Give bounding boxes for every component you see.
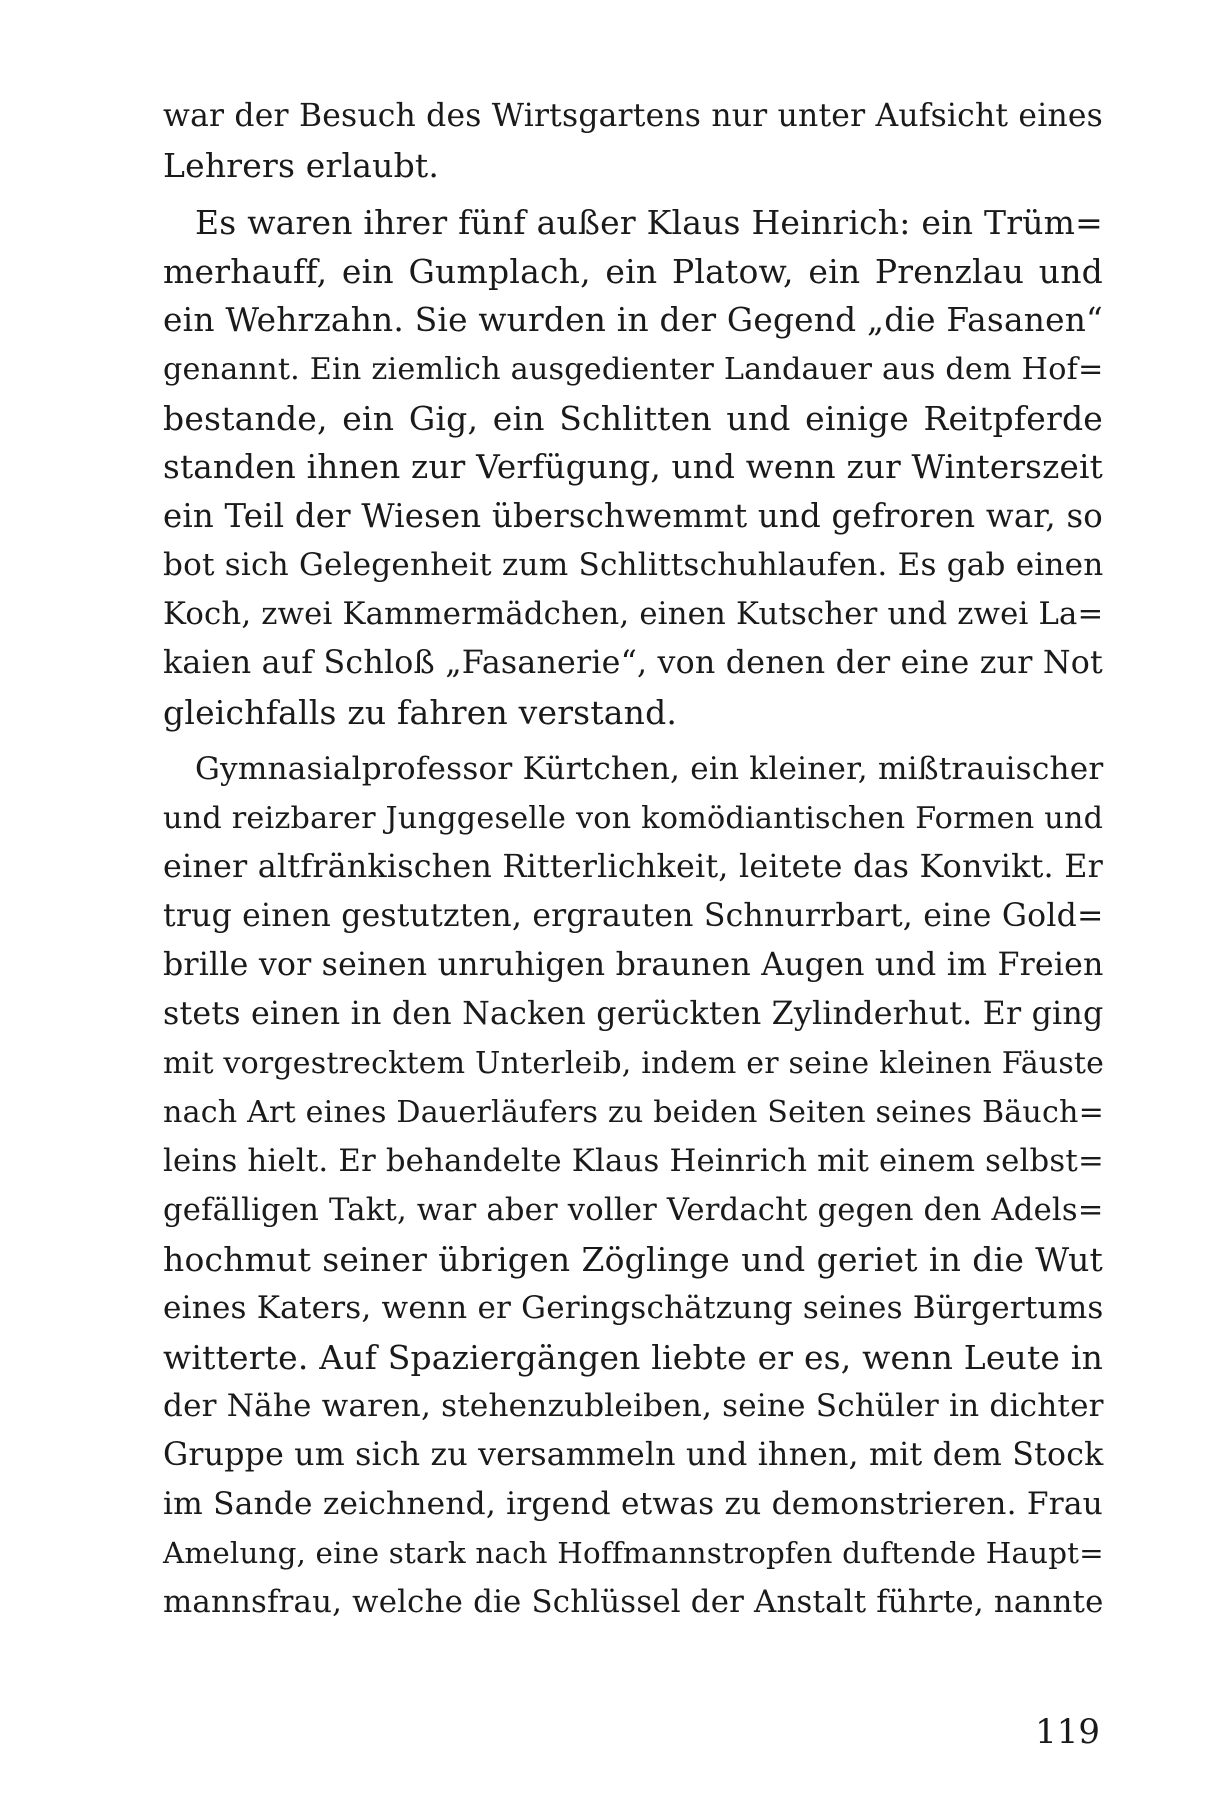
text-line: einer altfränkischen Ritterlichkeit, leitete das Konvikt. Er — [163, 849, 1103, 885]
paragraph-2 — [163, 198, 1103, 737]
text-line: Amelung, eine stark nach Hoffmannstropfen duftende Haupt= — [163, 1536, 1104, 1570]
text-line: Gruppe um sich zu versammeln und ihnen, mit dem Stock — [163, 1437, 1104, 1473]
text-line: standen ihnen zur Verfügung, und wenn zur Winterszeit — [163, 448, 1103, 486]
text-line: mannsfrau, welche die Schlüssel der Anstalt führte, nannte — [163, 1584, 1104, 1620]
paragraph-3 — [163, 745, 1103, 1627]
text-line: im Sande zeichnend, irgend etwas zu demonstrieren. Frau — [163, 1486, 1103, 1522]
text-line: bot sich Gelegenheit zum Schlittschuhlaufen. Es gab einen — [163, 547, 1104, 583]
text-line: kaien auf Schloß „Fasanerie“, von denen der eine zur Not — [163, 645, 1103, 681]
text-line: Es waren ihrer fünf außer Klaus Heinrich: ein Trüm= — [195, 203, 1103, 242]
text-line: Koch, zwei Kammermädchen, einen Kutscher und zwei La= — [163, 596, 1104, 632]
text-line: Lehrers erlaubt. — [163, 146, 440, 185]
text-line: witterte. Auf Spaziergängen liebte er es, wenn Leute in — [163, 1338, 1103, 1377]
text-line: und reizbarer Junggeselle von komödiantischen Formen und — [163, 801, 1104, 836]
paragraph-1 — [163, 92, 1103, 190]
text-line: gleichfalls zu fahren verstand. — [163, 693, 678, 732]
page-number: 119 — [1035, 1712, 1100, 1752]
text-line: ein Teil der Wiesen überschwemmt und gefroren war, so — [163, 497, 1103, 535]
text-line: merhauff, ein Gumplach, ein Platow, ein Prenzlau und — [163, 252, 1103, 291]
text-line: leins hielt. Er behandelte Klaus Heinrich mit einem selbst= — [163, 1143, 1104, 1179]
text-line: war der Besuch des Wirtsgartens nur unter Aufsicht eines — [163, 98, 1103, 134]
text-line: brille vor seinen unruhigen braunen Augen und im Freien — [163, 947, 1104, 983]
text-line: nach Art eines Dauerläufers zu beiden Seiten seines Bäuch= — [163, 1095, 1104, 1130]
text-line: hochmut seiner übrigen Zöglinge und geriet in die Wut — [163, 1240, 1103, 1279]
body-text — [163, 92, 1103, 1627]
text-line: eines Katers, wenn er Geringschätzung seines Bürgertums — [163, 1290, 1104, 1326]
text-line: genannt. Ein ziemlich ausgedienter Landauer aus dem Hof= — [163, 352, 1104, 387]
text-line: ein Wehrzahn. Sie wurden in der Gegend „die Fasanen“ — [163, 301, 1103, 339]
text-line: trug einen gestutzten, ergrauten Schnurrbart, eine Gold= — [163, 898, 1104, 934]
text-line: stets einen in den Nacken gerückten Zylinderhut. Er ging — [163, 996, 1104, 1032]
text-line: mit vorgestrecktem Unterleib, indem er seine kleinen Fäuste — [163, 1046, 1105, 1081]
text-line: gefälligen Takt, war aber voller Verdacht gegen den Adels= — [163, 1193, 1104, 1228]
text-line: Gymnasialprofessor Kürtchen, ein kleiner, mißtrauischer — [195, 751, 1104, 787]
text-line: der Nähe waren, stehenzubleiben, seine Schüler in dichter — [163, 1388, 1104, 1424]
text-line: bestande, ein Gig, ein Schlitten und einige Reitpferde — [163, 399, 1103, 438]
